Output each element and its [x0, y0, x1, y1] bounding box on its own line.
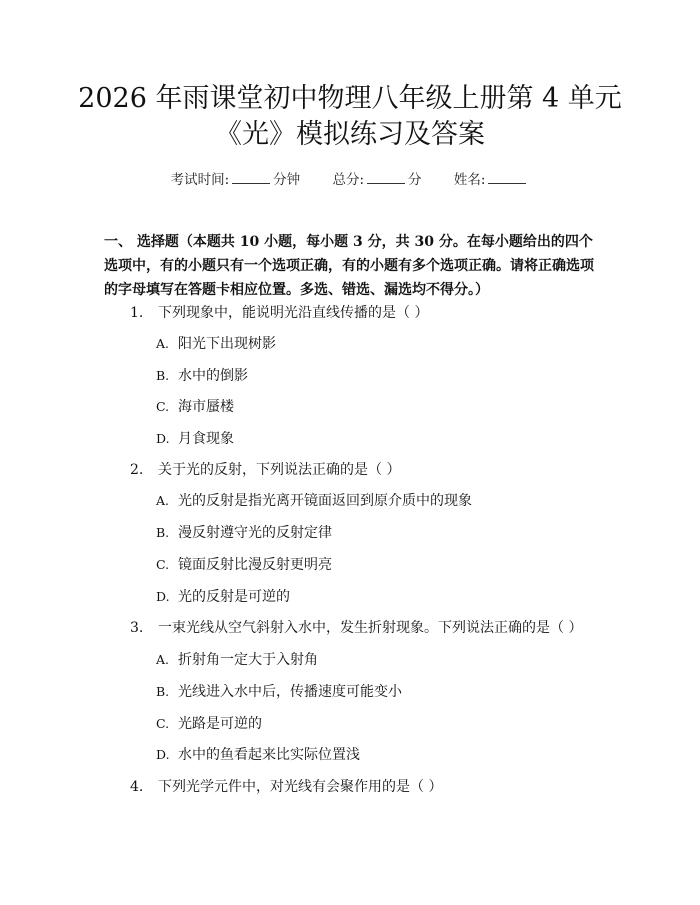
option-text: 阳光下出现树影: [178, 336, 276, 352]
question-2-option-d: [156, 587, 290, 607]
name-label: 姓名:: [453, 172, 486, 188]
option-text: 光路是可逆的: [178, 716, 262, 732]
question-3-option-a: [156, 650, 318, 670]
option-letter: D.: [156, 747, 170, 762]
time-blank: [232, 171, 270, 184]
time-field: [171, 168, 301, 188]
question-2-option-a: [156, 491, 472, 511]
option-text: 光的反射是可逆的: [178, 589, 290, 605]
page-title-line-1: 2026 年雨课堂初中物理八年级上册第 4 单元: [78, 83, 622, 114]
question-1-option-d: [156, 429, 234, 449]
question-number: 1.: [130, 305, 144, 321]
option-letter: D.: [156, 589, 170, 604]
name-field: [454, 168, 530, 188]
question-3-option-c: [156, 714, 262, 734]
page-title-line-2: 《光》模拟练习及答案: [215, 119, 485, 150]
question-text: 关于光的反射，下列说法正确的是（ ）: [158, 462, 401, 478]
option-text: 光线进入水中后，传播速度可能变小: [178, 684, 402, 700]
option-letter: A.: [156, 336, 170, 351]
option-letter: C.: [156, 557, 170, 572]
question-2-option-c: [156, 555, 332, 575]
question-text: 一束光线从空气斜射入水中，发生折射现象。下列说法正确的是（ ）: [158, 620, 583, 636]
option-letter: D.: [156, 431, 170, 446]
option-text: 水中的倒影: [178, 368, 248, 384]
question-number: 2.: [130, 462, 144, 478]
option-text: 折射角一定大于入射角: [178, 652, 318, 668]
question-3-option-b: [156, 682, 402, 702]
option-letter: C.: [156, 716, 170, 731]
score-unit: 分: [408, 172, 422, 188]
question-number: 3.: [130, 620, 144, 636]
option-text: 漫反射遵守光的反射定律: [178, 525, 332, 541]
option-text: 水中的鱼看起来比实际位置浅: [178, 747, 360, 763]
question-1: [130, 303, 428, 323]
option-letter: A.: [156, 493, 170, 508]
score-label: 总分:: [332, 172, 365, 188]
score-field: [332, 168, 421, 188]
option-text: 光的反射是指光离开镜面返回到原介质中的现象: [178, 493, 472, 509]
exam-meta: [0, 168, 700, 188]
option-letter: B.: [156, 368, 170, 383]
question-text: 下列现象中，能说明光沿直线传播的是（ ）: [158, 305, 429, 321]
question-2: [130, 460, 400, 480]
question-text: 下列光学元件中，对光线有会聚作用的是（ ）: [158, 779, 443, 795]
option-letter: B.: [156, 525, 170, 540]
option-text: 镜面反射比漫反射更明亮: [178, 557, 332, 573]
question-1-option-a: [156, 334, 276, 354]
option-letter: B.: [156, 684, 170, 699]
name-blank: [488, 171, 526, 184]
question-3: [130, 618, 582, 638]
score-blank: [367, 171, 405, 184]
section-heading: 一、 选择题（本题共 10 小题，每小题 3 分，共 30 分。在每小题给出的四个选项中，有的小题只有一个选项正确，有的小题有多个选项正确。请将正确选项的字母填写在答题卡相应位置。多选、错选、漏选均不得分。）: [104, 234, 594, 298]
option-letter: C.: [156, 399, 170, 414]
option-text: 月食现象: [178, 431, 234, 447]
question-number: 4.: [130, 779, 144, 795]
option-text: 海市蜃楼: [178, 399, 234, 415]
time-label: 考试时间:: [170, 172, 230, 188]
question-3-option-d: [156, 745, 360, 765]
question-1-option-b: [156, 366, 248, 386]
question-4: [130, 777, 442, 797]
time-unit: 分钟: [273, 172, 301, 188]
question-1-option-c: [156, 397, 234, 417]
question-2-option-b: [156, 523, 332, 543]
option-letter: A.: [156, 652, 170, 667]
